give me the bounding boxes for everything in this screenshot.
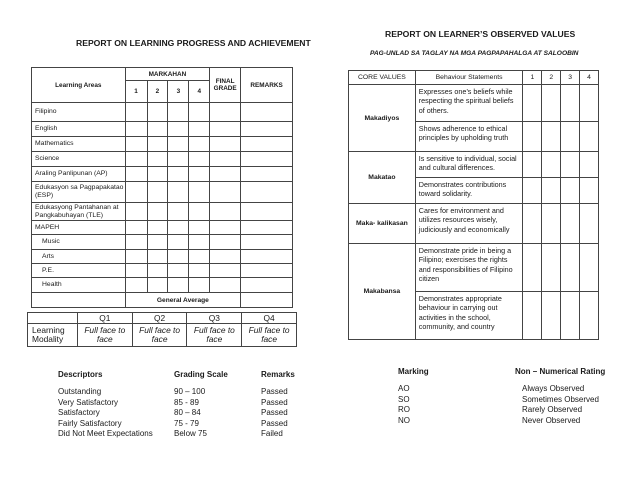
learning-area: P.E. (32, 264, 126, 278)
descriptor: Outstanding (58, 387, 102, 396)
remark: Passed (261, 408, 288, 418)
core-value: Makatao (349, 152, 416, 204)
remark: Passed (261, 418, 288, 428)
remarks-legend-header: Remarks (261, 370, 295, 379)
modality-value: Full face to face (77, 324, 132, 347)
marking: SO (398, 394, 410, 404)
learning-area: Mathematics (32, 137, 126, 152)
learning-area: MAPEH (32, 221, 126, 235)
grading-scale-list (174, 387, 207, 440)
table-row (32, 152, 293, 167)
table-row (32, 203, 293, 221)
marking: AO (398, 384, 410, 393)
learning-areas-header: Learning Areas (32, 68, 126, 103)
table-row (32, 278, 293, 293)
table-row (32, 137, 293, 152)
quarter-header: 1 (523, 71, 542, 85)
learning-area: Science (32, 152, 126, 167)
grading-scale: 75 - 79 (174, 418, 199, 428)
learning-progress-table (31, 67, 293, 308)
general-average-row (32, 293, 293, 308)
table-row (32, 167, 293, 182)
descriptor: Fairly Satisfactory (58, 418, 122, 428)
rating: Always Observed (522, 384, 585, 393)
descriptor: Did Not Meet Expectations (58, 429, 153, 439)
behaviour-statement: Demonstrates appropriate behaviour in carrying out activities in the school, community, and country (415, 292, 523, 340)
remarks-header: REMARKS (241, 68, 293, 103)
learning-area: Health (32, 278, 126, 293)
table-row (32, 264, 293, 278)
grading-scale: 80 – 84 (174, 408, 201, 418)
rating: Rarely Observed (522, 405, 583, 415)
modality-quarter-header: Q3 (187, 313, 242, 324)
learning-area: Edukasyon sa Pagpapakatao (ESP) (32, 182, 126, 203)
markahan-header: MARKAHAN (125, 68, 210, 81)
right-page-subtitle: PAG-UNLAD SA TAGLAY NA MGA PAGPAPAHALGA AT SALOOBIN (370, 50, 579, 57)
quarter-header: 4 (580, 71, 599, 85)
behaviour-statement: Demonstrate pride in being a Filipino; exercises the rights and responsibilities of Filipino citizen (415, 244, 523, 292)
quarter-header: 3 (168, 81, 189, 103)
quarter-header: 2 (542, 71, 561, 85)
core-values-header: CORE VALUES (349, 71, 416, 85)
table-row (32, 182, 293, 203)
modality-quarter-header: Q4 (242, 313, 297, 324)
modality-value: Full face to face (242, 324, 297, 347)
modality-value: Full face to face (187, 324, 242, 347)
observed-values-table (348, 70, 599, 340)
right-page-title: REPORT ON LEARNER’S OBSERVED VALUES (385, 29, 576, 39)
behaviour-statement: Is sensitive to individual, social and cultural differences. (415, 152, 523, 178)
learning-area: Filipino (32, 103, 126, 122)
behaviour-statement: Cares for environment and utilizes resources wisely, judiciously and economically (415, 204, 523, 244)
remark: Passed (261, 397, 288, 407)
marking-header: Marking (398, 367, 429, 376)
left-page-title: REPORT ON LEARNING PROGRESS AND ACHIEVEMENT (76, 38, 311, 48)
quarter-header: 4 (189, 81, 210, 103)
quarter-header: 3 (561, 71, 580, 85)
rating: Sometimes Observed (522, 394, 599, 404)
table-row (32, 103, 293, 122)
table-row (32, 122, 293, 137)
table-row (32, 250, 293, 264)
rating: Never Observed (522, 415, 581, 425)
core-value: Makadiyos (349, 85, 416, 152)
behaviour-statement: Expresses one’s beliefs while respecting the spiritual beliefs of others. (415, 85, 523, 122)
grading-scale-header: Grading Scale (174, 370, 228, 379)
learning-modality-label: Learning Modality (28, 324, 78, 347)
learning-area: Arts (32, 250, 126, 264)
behaviour-statement: Shows adherence to ethical principles by upholding truth (415, 122, 523, 152)
modality-quarter-header: Q1 (77, 313, 132, 324)
marking: NO (398, 415, 410, 425)
quarter-header: 2 (147, 81, 168, 103)
descriptors-header: Descriptors (58, 370, 103, 379)
remarks-list (261, 387, 288, 440)
learning-area: Araling Panlipunan (AP) (32, 167, 126, 182)
grading-scale: Below 75 (174, 429, 207, 439)
grading-scale: 85 - 89 (174, 397, 199, 407)
final-grade-header: FINAL GRADE (210, 68, 241, 103)
modality-value: Full face to face (132, 324, 187, 347)
quarter-header: 1 (125, 81, 147, 103)
non-numerical-rating-header: Non – Numerical Rating (515, 367, 606, 376)
table-row (32, 221, 293, 235)
behaviour-statements-header: Behaviour Statements (415, 71, 523, 85)
remark: Passed (261, 387, 288, 396)
behaviour-statement: Demonstrates contributions toward solidarity. (415, 178, 523, 204)
learning-modality-table (27, 312, 297, 347)
table-row (349, 204, 599, 244)
table-row (349, 85, 599, 122)
descriptor-list (58, 387, 153, 440)
grading-scale: 90 – 100 (174, 387, 206, 396)
table-row (349, 244, 599, 292)
core-value: Maka- kalikasan (349, 204, 416, 244)
learning-area: Edukasyong Pantahanan at Pangkabuhayan (TLE) (32, 203, 126, 221)
core-value: Makabansa (349, 244, 416, 340)
learning-area: English (32, 122, 126, 137)
marking-list (398, 384, 410, 426)
rating-list (522, 384, 599, 426)
learning-area: Music (32, 235, 126, 250)
descriptor: Satisfactory (58, 408, 100, 418)
table-row (349, 152, 599, 178)
modality-quarter-header: Q2 (132, 313, 187, 324)
general-average-label: General Average (125, 293, 241, 308)
descriptor: Very Satisfactory (58, 397, 119, 407)
table-row (32, 235, 293, 250)
marking: RO (398, 405, 410, 415)
remark: Failed (261, 429, 283, 439)
